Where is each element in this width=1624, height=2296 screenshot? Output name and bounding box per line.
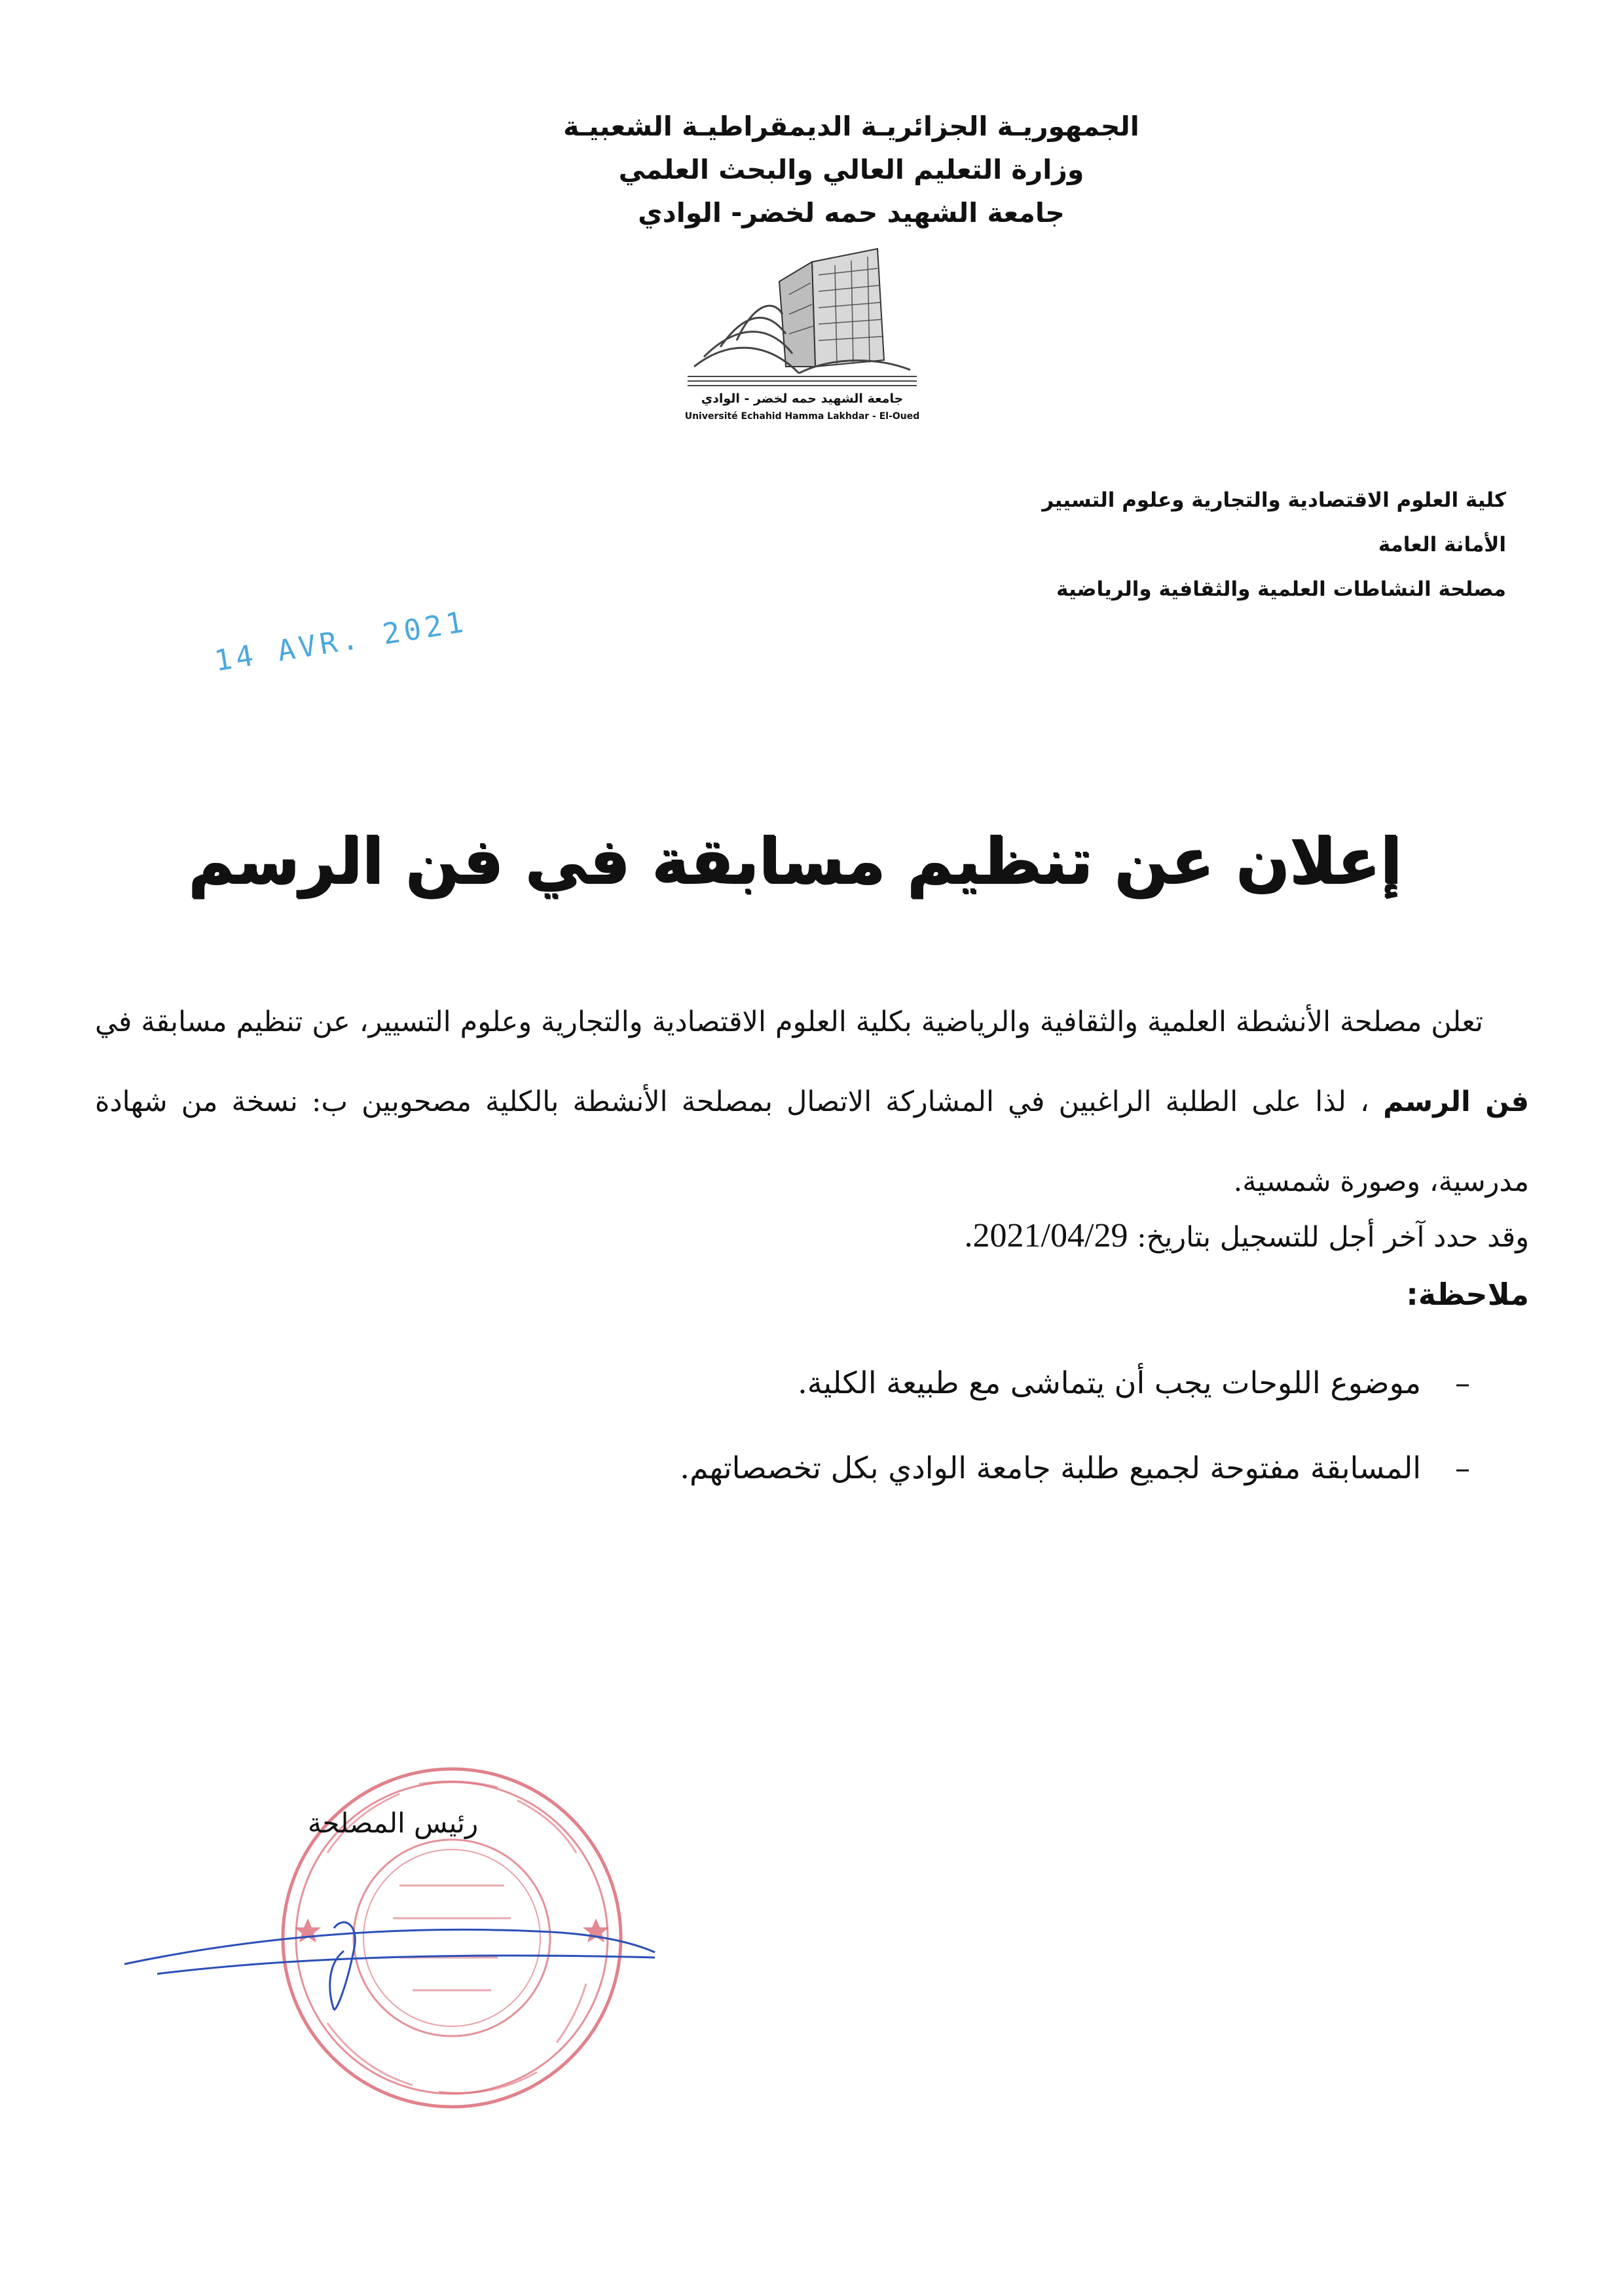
body-text-bold: فن الرسم xyxy=(1383,1085,1529,1118)
body-text-part2: ، لذا على الطلبة الراغبين في المشاركة الاتصال بمصلحة الأنشطة بالكلية مصحوبين ب: نسخة من شهادة مدرسية، وصورة شمسية. xyxy=(95,1085,1529,1198)
note-text: المسابقة مفتوحة لجميع طلبة جامعة الوادي بكل تخصصاتهم. xyxy=(680,1450,1421,1485)
ministry-name: وزارة التعليم العالي والبحث العلمي xyxy=(618,154,1084,185)
issuing-office xyxy=(917,478,1506,611)
bullet-dash: – xyxy=(1455,1450,1470,1485)
note-heading: ملاحظة: xyxy=(1406,1277,1529,1312)
logo-french-text: Université Echahid Hamma Lakhdar - El-Oued xyxy=(684,411,920,422)
date-stamp: 14 AVR. 2021 xyxy=(212,605,470,678)
signatory-title: رئيس المصلحة xyxy=(308,1807,479,1839)
faculty-name: كلية العلوم الاقتصادية والتجارية وعلوم التسيير xyxy=(1042,488,1506,512)
republic-name: الجمهوريـة الجزائريـة الديمقراطيـة الشعبيـة xyxy=(563,111,1139,142)
logo-arabic-text: جامعة الشهيد حمه لخضر - الوادي xyxy=(701,392,904,406)
announcement-body xyxy=(95,982,1529,1222)
deadline-text: وقد حدد آخر أجل للتسجيل بتاريخ: xyxy=(1128,1221,1529,1254)
deadline-line xyxy=(965,1216,1529,1255)
deadline-date: 2021/04/29. xyxy=(964,1217,1128,1254)
note-text: موضوع اللوحات يجب أن يتماشى مع طبيعة الكلية. xyxy=(798,1365,1421,1400)
signature xyxy=(118,1912,674,2016)
announcement-title: إعلان عن تنظيم مسابقة في فن الرسم xyxy=(187,824,1401,898)
list-item xyxy=(226,1450,1470,1535)
letterhead xyxy=(524,105,1179,234)
body-text-part1: تعلن مصلحة الأنشطة العلمية والثقافية والرياضية بكلية العلوم الاقتصادية والتجارية وعلوم التسيير، عن تنظيم مسابقة في xyxy=(95,1006,1483,1038)
university-name: جامعة الشهيد حمه لخضر- الوادي xyxy=(638,197,1065,228)
secretariat-name: الأمانة العامة xyxy=(1378,533,1506,556)
body-paragraph xyxy=(95,982,1529,1222)
service-name: مصلحة النشاطات العلمية والثقافية والرياضية xyxy=(1056,577,1506,601)
notes-list xyxy=(226,1365,1470,1535)
list-item xyxy=(226,1365,1470,1450)
bullet-dash: – xyxy=(1455,1365,1470,1400)
